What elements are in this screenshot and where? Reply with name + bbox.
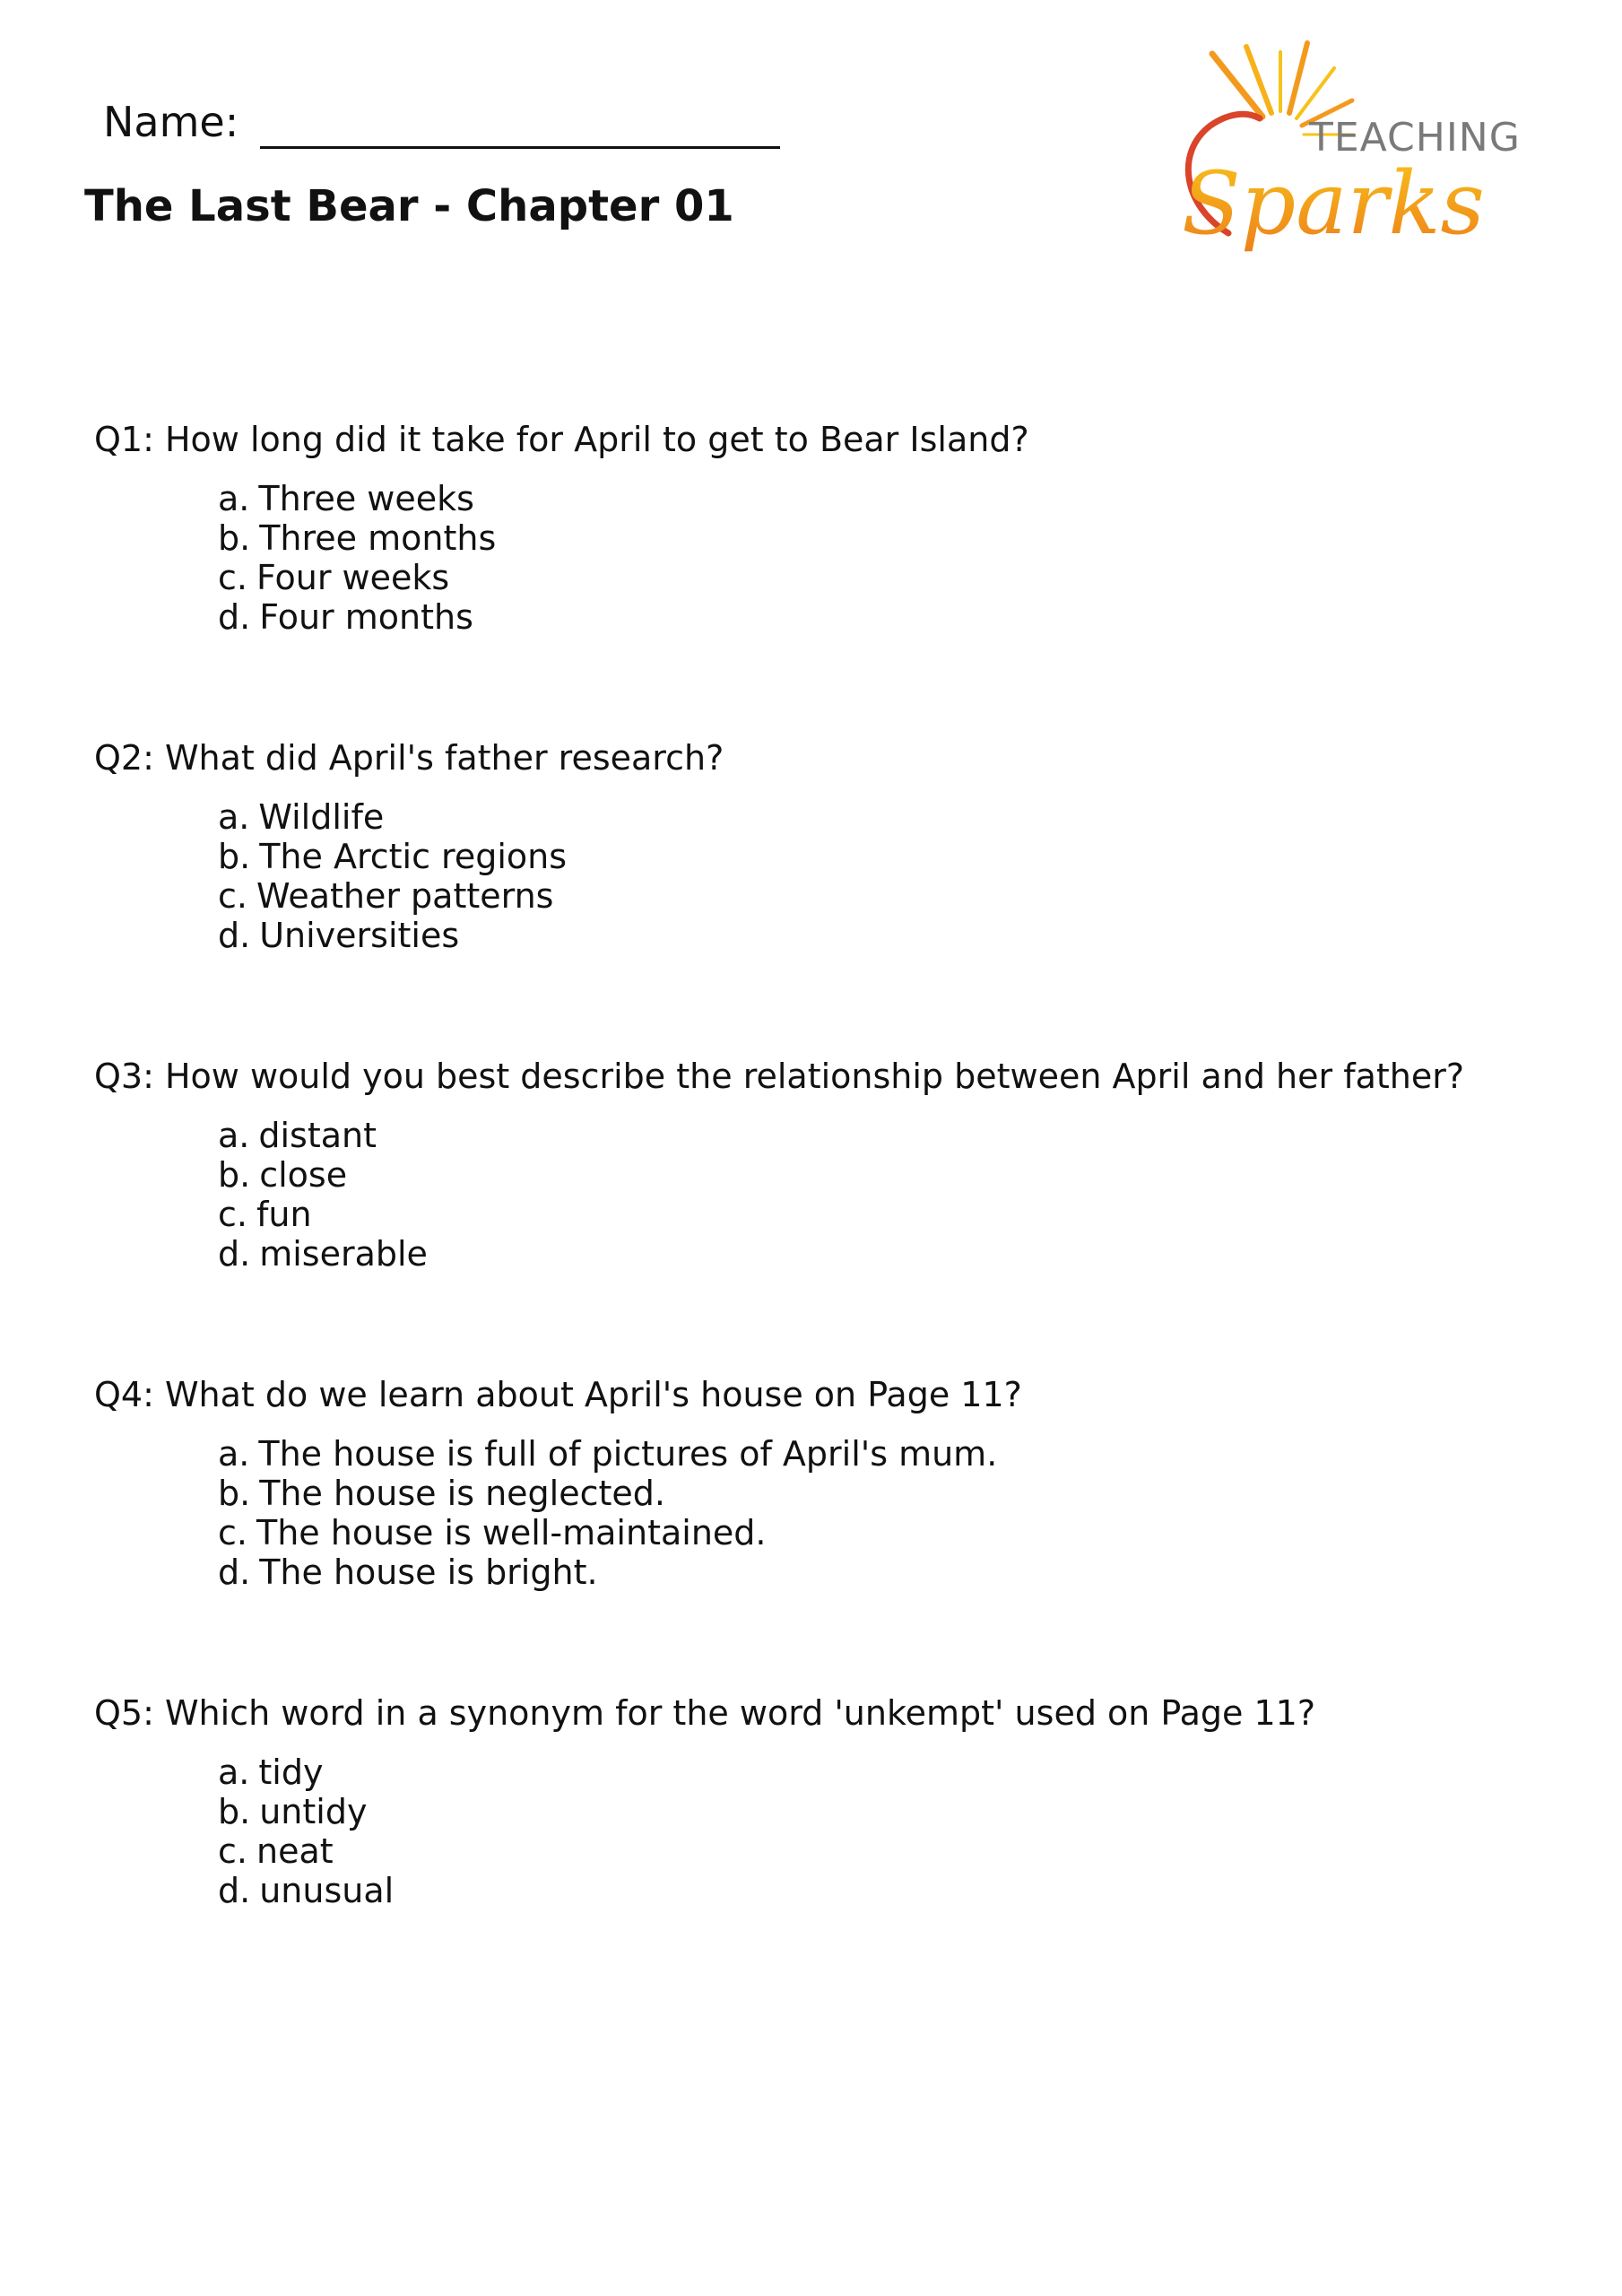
option-letter: b. [218, 1155, 251, 1195]
option-letter: a. [218, 479, 250, 518]
option-letter: c. [218, 558, 247, 597]
worksheet-title: The Last Bear - Chapter 01 [84, 181, 734, 231]
question-text: Q5: Which word in a synonym for the word 'unkempt' used on Page 11? [94, 1693, 1316, 1733]
option-item[interactable] [218, 1831, 1574, 1871]
option-letter: d. [218, 1234, 251, 1274]
option-item[interactable] [218, 1434, 1574, 1474]
option-item[interactable] [218, 876, 1574, 916]
option-text: unusual [259, 1871, 395, 1910]
option-item[interactable] [218, 1234, 1574, 1274]
option-item[interactable] [218, 1116, 1574, 1155]
option-text: The house is full of pictures of April's mum. [258, 1434, 998, 1474]
option-item[interactable] [218, 1792, 1574, 1831]
option-item[interactable] [218, 1513, 1574, 1552]
answer-options [94, 797, 1574, 955]
question-text: Q4: What do we learn about April's house on Page 11? [94, 1375, 1022, 1414]
option-letter: b. [218, 518, 251, 558]
name-field-row [103, 95, 780, 149]
option-text: Four months [259, 597, 473, 637]
option-text: The house is well-maintained. [256, 1513, 767, 1552]
question-2 [94, 738, 1574, 955]
option-letter: a. [218, 1752, 250, 1792]
option-item[interactable] [218, 916, 1574, 955]
option-item[interactable] [218, 1195, 1574, 1234]
option-item[interactable] [218, 558, 1574, 597]
option-text: The house is neglected. [259, 1474, 665, 1513]
option-item[interactable] [218, 837, 1574, 876]
question-text: Q2: What did April's father research? [94, 738, 724, 778]
option-letter: a. [218, 1116, 250, 1155]
option-text: neat [256, 1831, 334, 1871]
option-text: Three weeks [258, 479, 474, 518]
option-item[interactable] [218, 518, 1574, 558]
option-item[interactable] [218, 1474, 1574, 1513]
option-text: untidy [259, 1792, 368, 1831]
option-item[interactable] [218, 1752, 1574, 1792]
option-text: Three months [259, 518, 497, 558]
teaching-sparks-logo [1175, 36, 1560, 287]
answer-options [94, 1116, 1574, 1274]
option-item[interactable] [218, 1155, 1574, 1195]
option-letter: a. [218, 797, 250, 837]
option-text: Universities [259, 916, 460, 955]
question-4 [94, 1375, 1574, 1592]
option-item[interactable] [218, 1552, 1574, 1592]
option-letter: d. [218, 597, 251, 637]
question-5 [94, 1693, 1574, 1910]
option-text: Wildlife [258, 797, 385, 837]
answer-options [94, 1434, 1574, 1592]
option-item[interactable] [218, 1871, 1574, 1910]
option-letter: d. [218, 1871, 251, 1910]
option-letter: b. [218, 1474, 251, 1513]
option-item[interactable] [218, 797, 1574, 837]
option-letter: b. [218, 1792, 251, 1831]
option-text: close [259, 1155, 348, 1195]
option-letter: c. [218, 1831, 247, 1871]
option-letter: c. [218, 876, 247, 916]
option-letter: b. [218, 837, 251, 876]
name-blank-line[interactable] [260, 101, 780, 149]
option-item[interactable] [218, 597, 1574, 637]
question-text: Q3: How would you best describe the relationship between April and her father? [94, 1057, 1465, 1096]
question-1 [94, 420, 1574, 637]
option-letter: a. [218, 1434, 250, 1474]
option-letter: c. [218, 1195, 247, 1234]
option-text: distant [258, 1116, 377, 1155]
option-text: The Arctic regions [259, 837, 568, 876]
question-text: Q1: How long did it take for April to get to Bear Island? [94, 420, 1029, 459]
answer-options [94, 1752, 1574, 1910]
option-item[interactable] [218, 479, 1574, 518]
name-label: Name: [103, 98, 239, 146]
logo-bottom-word: Sparks [1182, 153, 1485, 254]
logo-top-word: TEACHING [1309, 115, 1521, 161]
option-text: Four weeks [256, 558, 450, 597]
option-letter: d. [218, 1552, 251, 1592]
question-3 [94, 1057, 1574, 1274]
option-text: The house is bright. [259, 1552, 598, 1592]
option-text: Weather patterns [256, 876, 554, 916]
option-text: miserable [259, 1234, 428, 1274]
option-letter: c. [218, 1513, 247, 1552]
option-text: tidy [258, 1752, 324, 1792]
option-text: fun [256, 1195, 312, 1234]
option-letter: d. [218, 916, 251, 955]
answer-options [94, 479, 1574, 637]
